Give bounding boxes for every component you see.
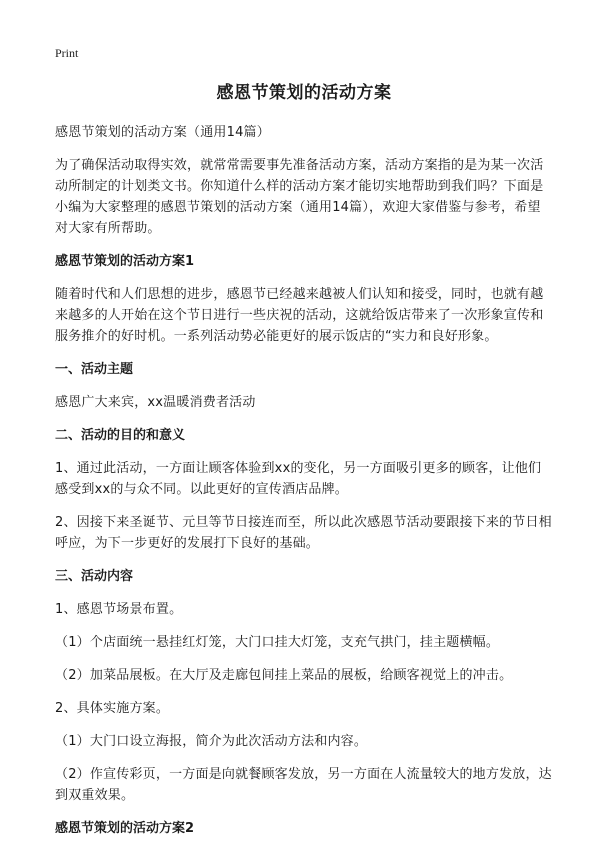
purpose-item-2: 2、因接下来圣诞节、元旦等节日接连而至，所以此次感恩节活动要跟接下来的节日相呼应，为下一步更好的发展打下良好的基础。 — [55, 515, 552, 551]
content-item-2b: （2）作宣传彩页，一方面是向就餐顾客发放，另一方面在人流量较大的地方发放，达到双重效果。 — [55, 767, 552, 803]
document-body — [55, 78, 553, 851]
section1-intro-paragraph: 随着时代和人们思想的进步，感恩节已经越来越被人们认知和接受，同时，也就有越来越多的人开始在这个节日进行一些庆祝的活动，这就给饭店带来了一次形象宣传和服务推介的好时机。一系列活动势必能更好的展示饭店的“实力和良好形象。 — [55, 287, 544, 344]
purpose-heading: 二、活动的目的和意义 — [55, 428, 186, 443]
print-label: Print — [55, 46, 79, 60]
intro-paragraph: 为了确保活动取得实效，就常常需要事先准备活动方案，活动方案指的是为某一次活动所制定的计划类文书。你知道什么样的活动方案才能切实地帮助到我们吗？下面是小编为大家整理的感恩节策划的活动方案（通用14篇），欢迎大家借鉴与参考，希望对大家有所帮助。 — [55, 158, 544, 236]
content-item-1: 1、感恩节场景布置。 — [55, 602, 183, 617]
section-heading-1: 感恩节策划的活动方案1 — [55, 254, 195, 269]
content-item-1a: （1）个店面统一悬挂红灯笼，大门口挂大灯笼，支充气拱门，挂主题横幅。 — [55, 635, 500, 650]
section-heading-2: 感恩节策划的活动方案2 — [55, 821, 195, 836]
theme-heading: 一、活动主题 — [55, 362, 134, 377]
purpose-item-1: 1、通过此活动，一方面让顾客体验到xx的变化，另一方面吸引更多的顾客，让他们感受到xx的与众不同。以此更好的宣传酒店品牌。 — [55, 461, 542, 497]
theme-text: 感恩广大来宾，xx温暖消费者活动 — [55, 395, 256, 410]
content-item-2a: （1）大门口设立海报，简介为此次活动方法和内容。 — [55, 734, 368, 749]
content-heading: 三、活动内容 — [55, 569, 134, 584]
content-item-1b: （2）加菜品展板。在大厅及走廊包间挂上菜品的展板，给顾客视觉上的冲击。 — [55, 668, 513, 683]
content-item-2: 2、具体实施方案。 — [55, 701, 170, 716]
document-subtitle: 感恩节策划的活动方案（通用14篇） — [55, 125, 270, 140]
page-title: 感恩节策划的活动方案 — [216, 83, 392, 103]
